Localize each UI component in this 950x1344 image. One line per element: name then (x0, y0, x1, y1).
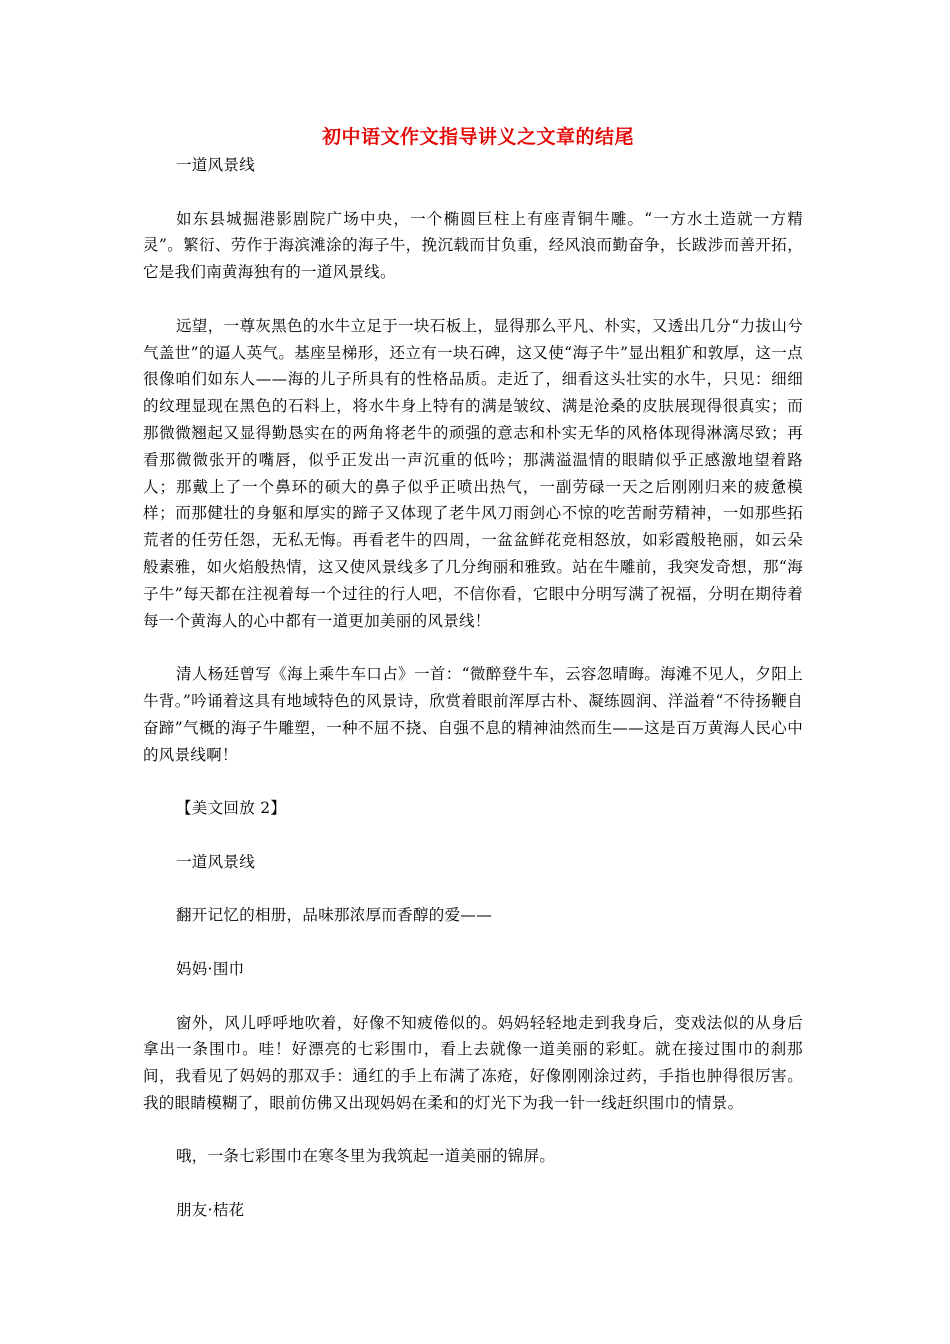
paragraph-rainbow-scarf: 哦，一条七彩围巾在寒冬里为我筑起一道美丽的锦屏。 (176, 1147, 556, 1166)
paragraph-poem-reflection: 清人杨廷曾写《海上乘牛车口占》一首：“微醉登牛车，云容忽晴晦。海滩不见人，夕阳上牛背。”吟诵着这具有地域特色的风景诗，欣赏着眼前浑厚古朴、凝练圆润、洋溢着“不待扬鞭自奋蹄”气概的海子牛雕塑，一种不屈不挠、自强不息的精神油然而生——这是百万黄海人民心中的风景线啊！ (143, 665, 803, 764)
heading-mother-scarf: 妈妈·围巾 (176, 959, 245, 978)
spacer (143, 983, 803, 1010)
heading-friend-flower: 朋友·桔花 (176, 1201, 245, 1220)
paragraph-bronze-ox-intro: 如东县城掘港影剧院广场中央，一个椭圆巨柱上有座青铜牛雕。“一方水土造就一方精灵”。繁衍、劳作于海滨滩涂的海子牛，挽沉载而甘负重，经风浪而勤奋争，长跋涉而善开拓，它是我们南黄海独有的一道风景线。 (143, 209, 803, 282)
spacer (143, 929, 803, 956)
spacer (143, 286, 803, 313)
spacer (143, 876, 803, 903)
subtitle-scenery-line: 一道风景线 (176, 156, 256, 174)
section-label: 【美文回放 2】 (176, 799, 287, 818)
intro-line: 翻开记忆的相册，品味那浓厚而香醇的爱—— (176, 906, 493, 925)
paragraph-ox-description: 远望，一尊灰黑色的水牛立足于一块石板上，显得那么平凡、朴实，又透出几分“力拔山兮气盖世”的逼人英气。基座呈梯形，还立有一块石碑，这又使“海子牛”显出粗犷和敦厚，这一点很像咱们如东人——海的儿子所具有的性格品质。走近了，细看这头壮实的水牛，只见：细细的纹理显现在黑色的石料上，将水牛身上特有的满是皱纹、满是沧桑的皮肤展现得很真实；而那微微翘起又显得勤恳实在的两角将老牛的顽强的意志和朴实无华的风格体现得淋漓尽致；再看那微微张开的嘴唇，似乎正发出一声沉重的低吟；那满溢温情的眼睛似乎正感激地望着路人；那戴上了一个鼻环的硕大的鼻子似乎正喷出热气，一副劳碌一天之后刚刚归来的疲惫模样；而那健壮的身躯和厚实的蹄子又体现了老牛风刀雨剑心不惊的吃苦耐劳精神，一如那些拓荒者的任劳任怨，无私无悔。再看老牛的四周，一盆盆鲜花竞相怒放，如彩霞般艳丽，如云朵般素雅，如火焰般热情，这又使风景线多了几分绚丽和雅致。站在牛雕前，我突发奇想，那“海子牛”每天都在注视着每一个过往的行人吧，不信你看，它眼中分明写满了祝福，分明在期待着每一个黄海人的心中都有一道更加美丽的风景线！ (143, 316, 803, 630)
document-title: 初中语文作文指导讲义之文章的结尾 (321, 126, 634, 148)
spacer (143, 768, 803, 795)
spacer (143, 1117, 803, 1144)
spacer (143, 634, 803, 661)
subtitle-scenery-line-2: 一道风景线 (176, 852, 256, 871)
spacer (143, 1170, 803, 1197)
spacer (143, 822, 803, 849)
document-page (143, 122, 803, 1224)
paragraph-mother-scarf: 窗外，风儿呼呼地吹着，好像不知疲倦似的。妈妈轻轻地走到我身后，变戏法似的从身后拿出一条围巾。哇！好漂亮的七彩围巾，看上去就像一道美丽的彩虹。就在接过围巾的刹那间，我看见了妈妈的那双手：通红的手上布满了冻疮，好像刚刚涂过药，手指也肿得很厉害。我的眼睛模糊了，眼前仿佛又出现妈妈在柔和的灯光下为我一针一线赶织围巾的情景。 (143, 1013, 803, 1112)
spacer (143, 179, 803, 206)
